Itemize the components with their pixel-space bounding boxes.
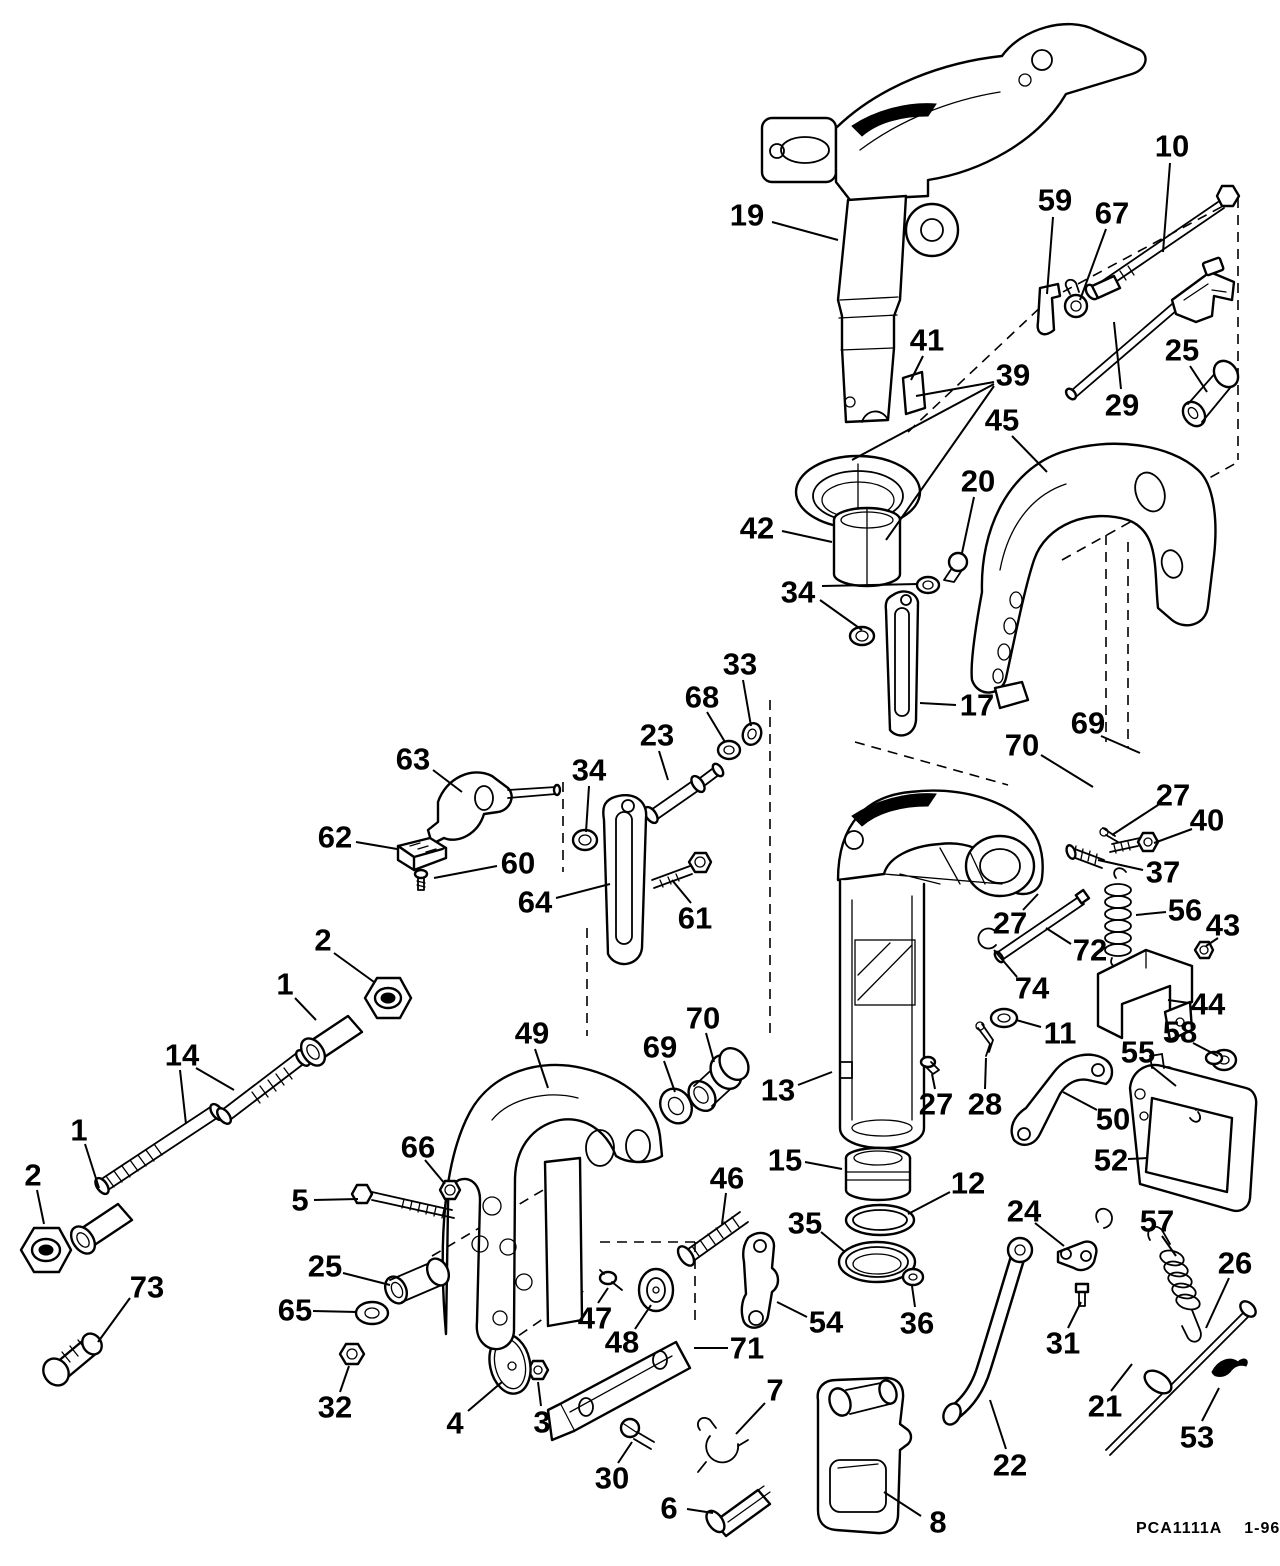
tilt-bolt-and-latch-drawing: [1038, 186, 1243, 430]
callout-25a: 25: [1164, 332, 1200, 368]
callout-27c: 27: [918, 1086, 954, 1122]
leader-line-2b: [37, 1190, 44, 1224]
callout-29: 29: [1104, 387, 1140, 423]
leader-line-39: [916, 382, 994, 396]
leader-line-10: [1163, 163, 1170, 252]
callout-43: 43: [1205, 907, 1241, 943]
leader-line-70b: [706, 1033, 714, 1062]
callout-20: 20: [960, 463, 996, 499]
callout-66: 66: [400, 1129, 436, 1165]
mount-hardware-left-drawing: [340, 1181, 460, 1364]
lever-22-housing-8-drawing: [818, 1238, 1032, 1533]
leader-line-34a: [820, 600, 862, 630]
callout-53: 53: [1179, 1419, 1215, 1455]
leader-line-72: [1046, 928, 1071, 944]
callout-42: 42: [739, 510, 775, 546]
callout-21: 21: [1087, 1388, 1123, 1424]
leader-line-12: [908, 1192, 950, 1214]
callout-1b: 1: [70, 1112, 88, 1148]
callout-49: 49: [514, 1015, 550, 1051]
callout-11: 11: [1043, 1015, 1077, 1051]
callout-57: 57: [1139, 1203, 1175, 1239]
leader-line-45: [1012, 436, 1047, 472]
callout-22: 22: [992, 1447, 1028, 1483]
callout-70b: 70: [685, 1000, 721, 1036]
callout-27b: 27: [992, 905, 1028, 941]
callout-46: 46: [709, 1160, 745, 1196]
callout-3: 3: [533, 1404, 551, 1440]
callout-7: 7: [766, 1372, 784, 1408]
callout-17: 17: [959, 687, 995, 723]
callout-47: 47: [577, 1300, 613, 1336]
leader-line-15: [805, 1162, 842, 1169]
callout-4: 4: [446, 1405, 464, 1441]
leader-line-25a: [1190, 366, 1207, 392]
leader-line-2a: [334, 953, 374, 982]
callout-28: 28: [967, 1086, 1003, 1122]
callout-30: 30: [594, 1460, 630, 1496]
leader-line-5: [314, 1199, 358, 1200]
callout-67: 67: [1094, 195, 1130, 231]
callout-35: 35: [787, 1205, 823, 1241]
leader-line-22: [990, 1400, 1006, 1449]
callout-31: 31: [1045, 1325, 1081, 1361]
callout-39: 39: [995, 357, 1031, 393]
callout-60: 60: [500, 845, 536, 881]
leader-line-31: [1068, 1302, 1081, 1328]
leader-line-25b: [343, 1273, 390, 1285]
callout-73: 73: [129, 1269, 165, 1305]
callout-8: 8: [929, 1504, 947, 1540]
link-64-group-drawing: [573, 795, 711, 964]
stern-bracket-drawing: [972, 444, 1216, 708]
leader-line-56: [1136, 912, 1166, 915]
callout-52: 52: [1093, 1142, 1129, 1178]
callout-34a: 34: [780, 574, 816, 610]
leader-line-50: [1063, 1092, 1097, 1110]
plate-code-number: PCA1111A: [1136, 1520, 1223, 1537]
leader-line-70a: [1041, 755, 1093, 787]
callout-26: 26: [1217, 1245, 1253, 1281]
leader-line-68: [707, 712, 725, 742]
lever-50-52-drawing: [1012, 1052, 1257, 1211]
leader-line-65: [313, 1311, 357, 1312]
callout-36: 36: [899, 1305, 935, 1341]
callout-59: 59: [1037, 182, 1073, 218]
leader-line-29: [1114, 322, 1121, 389]
callout-24: 24: [1006, 1193, 1042, 1229]
callout-37: 37: [1145, 854, 1181, 890]
callout-50: 50: [1095, 1101, 1131, 1137]
pin-23-drawing: [642, 762, 726, 825]
callout-15: 15: [767, 1142, 803, 1178]
leader-line-33: [743, 680, 751, 726]
callout-12: 12: [950, 1165, 986, 1201]
callout-2b: 2: [24, 1157, 42, 1193]
leader-line-36: [912, 1286, 915, 1307]
callout-64: 64: [517, 884, 553, 920]
leader-line-69b: [664, 1061, 675, 1092]
leader-line-64: [556, 884, 610, 898]
leader-line-34b: [586, 786, 589, 832]
leader-line-59: [1047, 217, 1053, 294]
leader-line-73: [98, 1298, 130, 1342]
link-plate-17-drawing: [886, 591, 918, 735]
callout-48: 48: [604, 1324, 640, 1360]
callout-5: 5: [291, 1182, 309, 1218]
steering-arm-drawing: [762, 24, 1146, 422]
leader-line-35: [821, 1232, 845, 1252]
leader-line-57: [1162, 1236, 1176, 1256]
leader-line-14: [180, 1070, 186, 1124]
callout-71: 71: [729, 1330, 765, 1366]
leader-line-52: [1128, 1158, 1148, 1159]
bracket-63-group-drawing: [398, 772, 560, 890]
leader-line-21: [1111, 1364, 1132, 1391]
callout-44: 44: [1190, 986, 1226, 1022]
leader-line-40: [1154, 829, 1192, 843]
callout-63: 63: [395, 741, 431, 777]
callout-69b: 69: [642, 1029, 678, 1065]
callout-69a: 69: [1070, 705, 1106, 741]
leader-line-7: [736, 1403, 765, 1434]
leader-line-23: [659, 751, 668, 780]
callout-74: 74: [1014, 970, 1050, 1006]
leader-line-1a: [295, 998, 316, 1020]
leader-line-60: [434, 866, 497, 878]
callout-32: 32: [317, 1389, 353, 1425]
callout-1a: 1: [276, 966, 294, 1002]
callout-56: 56: [1167, 892, 1203, 928]
callout-40: 40: [1189, 802, 1225, 838]
leader-line-42: [782, 531, 832, 542]
callout-61: 61: [677, 900, 713, 936]
leader-line-54: [777, 1302, 807, 1317]
bottom-center-small-parts-drawing: [484, 1330, 770, 1536]
leader-line-13: [798, 1072, 832, 1085]
leader-line-28: [985, 1058, 986, 1089]
pivot-seals-drawing: [839, 1148, 915, 1282]
plate-code: [1136, 1520, 1280, 1538]
leader-line-32: [340, 1366, 349, 1392]
leader-line-69a: [1101, 736, 1140, 753]
callout-54: 54: [808, 1304, 844, 1340]
leader-line-74: [994, 950, 1017, 977]
callout-10: 10: [1154, 128, 1190, 164]
callout-13: 13: [760, 1072, 796, 1108]
callout-45: 45: [984, 402, 1020, 438]
leader-line-14: [196, 1068, 234, 1090]
clamp-bracket-49-drawing: [443, 1065, 662, 1349]
callout-58: 58: [1162, 1014, 1198, 1050]
callout-6: 6: [660, 1490, 678, 1526]
clip-washer-33-68-drawing: [718, 721, 764, 759]
leader-line-46: [722, 1193, 726, 1224]
leader-line-3: [538, 1382, 541, 1406]
callout-65: 65: [277, 1292, 313, 1328]
callout-55: 55: [1120, 1034, 1156, 1070]
mount-studs-drawing: [21, 978, 411, 1390]
callout-62: 62: [317, 819, 353, 855]
callout-68: 68: [684, 679, 720, 715]
callout-19: 19: [729, 197, 765, 233]
leader-line-1b: [85, 1144, 99, 1188]
leader-line-27a: [1112, 805, 1158, 835]
callout-23: 23: [639, 717, 675, 753]
callout-27a: 27: [1155, 777, 1191, 813]
plate-code-date: 1-96: [1244, 1520, 1280, 1537]
callout-2a: 2: [314, 922, 332, 958]
leader-line-20: [962, 497, 974, 553]
callout-41: 41: [909, 322, 945, 358]
leader-line-17: [920, 703, 956, 705]
callout-25b: 25: [307, 1248, 343, 1284]
callout-70a: 70: [1004, 727, 1040, 763]
callout-34b: 34: [571, 752, 607, 788]
leader-line-4: [468, 1382, 502, 1411]
leader-line-19: [772, 222, 838, 240]
leader-line-26: [1206, 1278, 1229, 1328]
leader-line-53: [1202, 1388, 1219, 1421]
callout-72: 72: [1072, 932, 1108, 968]
callout-33: 33: [722, 646, 758, 682]
leader-line-62: [356, 842, 397, 849]
callout-14: 14: [164, 1037, 200, 1073]
leader-line-34a: [822, 584, 918, 586]
leader-line-11: [1016, 1020, 1041, 1027]
